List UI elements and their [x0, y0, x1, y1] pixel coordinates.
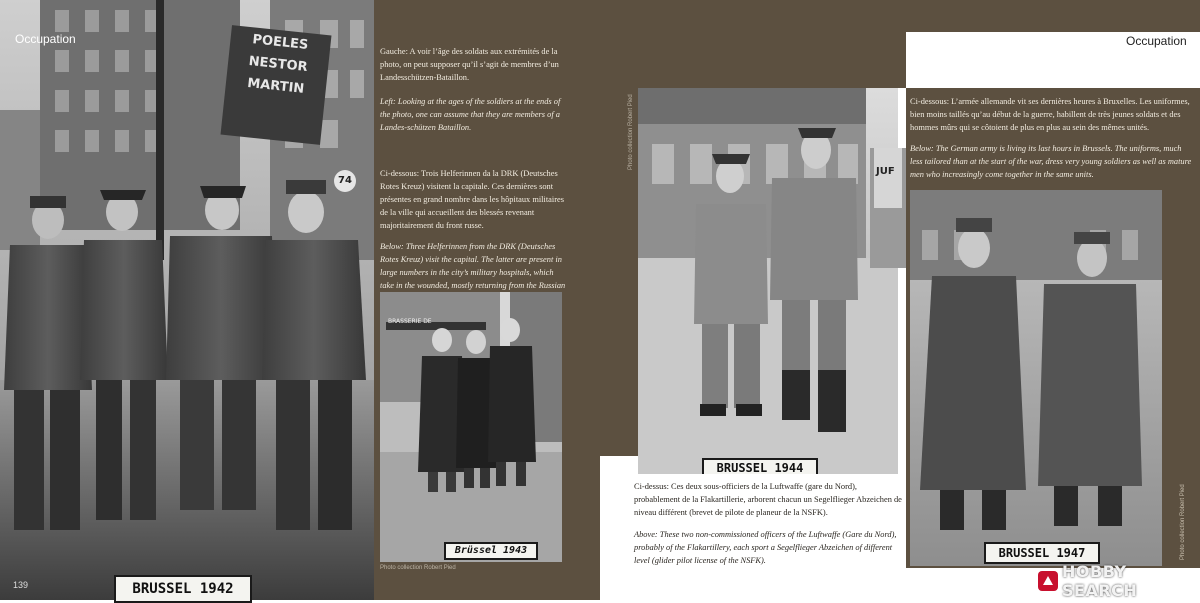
- kiosk-sign: JUF: [876, 166, 895, 177]
- caption-left-fr: Gauche: A voir l’âge des soldats aux extrémités de la photo, on peut supposer qu’il s’agit de membres d’un Landesschützen-Bataillon.: [380, 47, 559, 82]
- left-header: Occupation: [15, 32, 76, 46]
- caption-right-en: Below: The German army is living its last hours in Brussels. The uniforms, much less tailored than at the start of the war, dress very young soldiers as well as mature men who increasingly come together in the same units.: [910, 144, 1192, 179]
- center-photo-sign: BRUSSEL 1944: [702, 458, 818, 474]
- kiosk-photo: [870, 148, 906, 268]
- right-photo-credit: Photo collection Robert Pied: [1180, 484, 1186, 560]
- right-brown-band: [600, 0, 906, 88]
- main-photo-four-soldiers: [0, 0, 374, 600]
- tram-number-sign: 74: [334, 170, 356, 192]
- right-header: Occupation: [1126, 34, 1187, 48]
- right-brown-bottom: [906, 0, 1200, 32]
- shop-sign: POELES NESTOR MARTIN: [246, 32, 309, 97]
- hobby-search-watermark: [1038, 562, 1200, 600]
- nurses-photo-sign: Brüssel 1943: [444, 542, 538, 560]
- hobby-search-logo-icon: [1038, 571, 1058, 591]
- nurses-photo-shop-sign: BRASSERIE DE: [388, 318, 432, 325]
- caption-right-fr: Ci-dessous: L’armée allemande vit ses dernières heures à Bruxelles. Les uniformes, bien moins taillés qu’au début de la guerre, habillent de très jeunes soldats et des hommes mûrs qui se côtoient de plus en plus au sein des mêmes unités.: [910, 97, 1190, 132]
- caption-center-fr: Ci-dessus: Ces deux sous-officiers de la Luftwaffe (gare du Nord), probablement de la Flakartillerie, arborent chacun un Segelflieger Abzeichen de niveau différent (brevet de pilote de planeur de la NSFK).: [634, 482, 902, 517]
- left-page: [0, 0, 600, 600]
- caption-center-en: Above: These two non-commissioned officers of the Luftwaffe (Gare du Nord), probably of the Flakartillery, each sport a Segelflieger Abzeichen of different level (glider pilot license of the NSFK).: [634, 530, 897, 565]
- right-photo-two-soldiers: [910, 190, 1162, 566]
- caption-below-fr: Ci-dessous: Trois Helferinnen da la DRK (Deutsches Rotes Kreuz) visitent la capitale. Ces dernières sont présentes en grand nombre dans les hôpitaux militaires de la ville qui accueillent des blessés revenant majoritairement du front russe.: [380, 169, 564, 230]
- hobby-search-text: HOBBY SEARCH: [1062, 562, 1138, 600]
- center-photo-luftwaffe: [638, 88, 898, 474]
- nurses-photo-credit: Photo collection Robert Pied: [380, 565, 456, 571]
- page-number: 139: [13, 580, 29, 590]
- center-photo-credit: Photo collection Robert Pied: [628, 94, 634, 170]
- caption-left-en: Left: Looking at the ages of the soldiers at the ends of the photo, one can assume that they are members of a Landes-schützen Bataillon.: [380, 97, 561, 132]
- main-photo-sign: BRUSSEL 1942: [114, 575, 252, 603]
- caption-below-en: Below: Three Helferinnen from the DRK (Deutsches Rotes Kreuz) visit the capital. The latter are present in large numbers in the city’s military hospitals, which take in the wounded, mostly returning from the Russian: [380, 242, 566, 290]
- right-photo-sign: BRUSSEL 1947: [984, 542, 1100, 564]
- nurses-photo: [380, 292, 562, 562]
- right-page: [600, 0, 1200, 600]
- left-caption-column: [374, 0, 600, 600]
